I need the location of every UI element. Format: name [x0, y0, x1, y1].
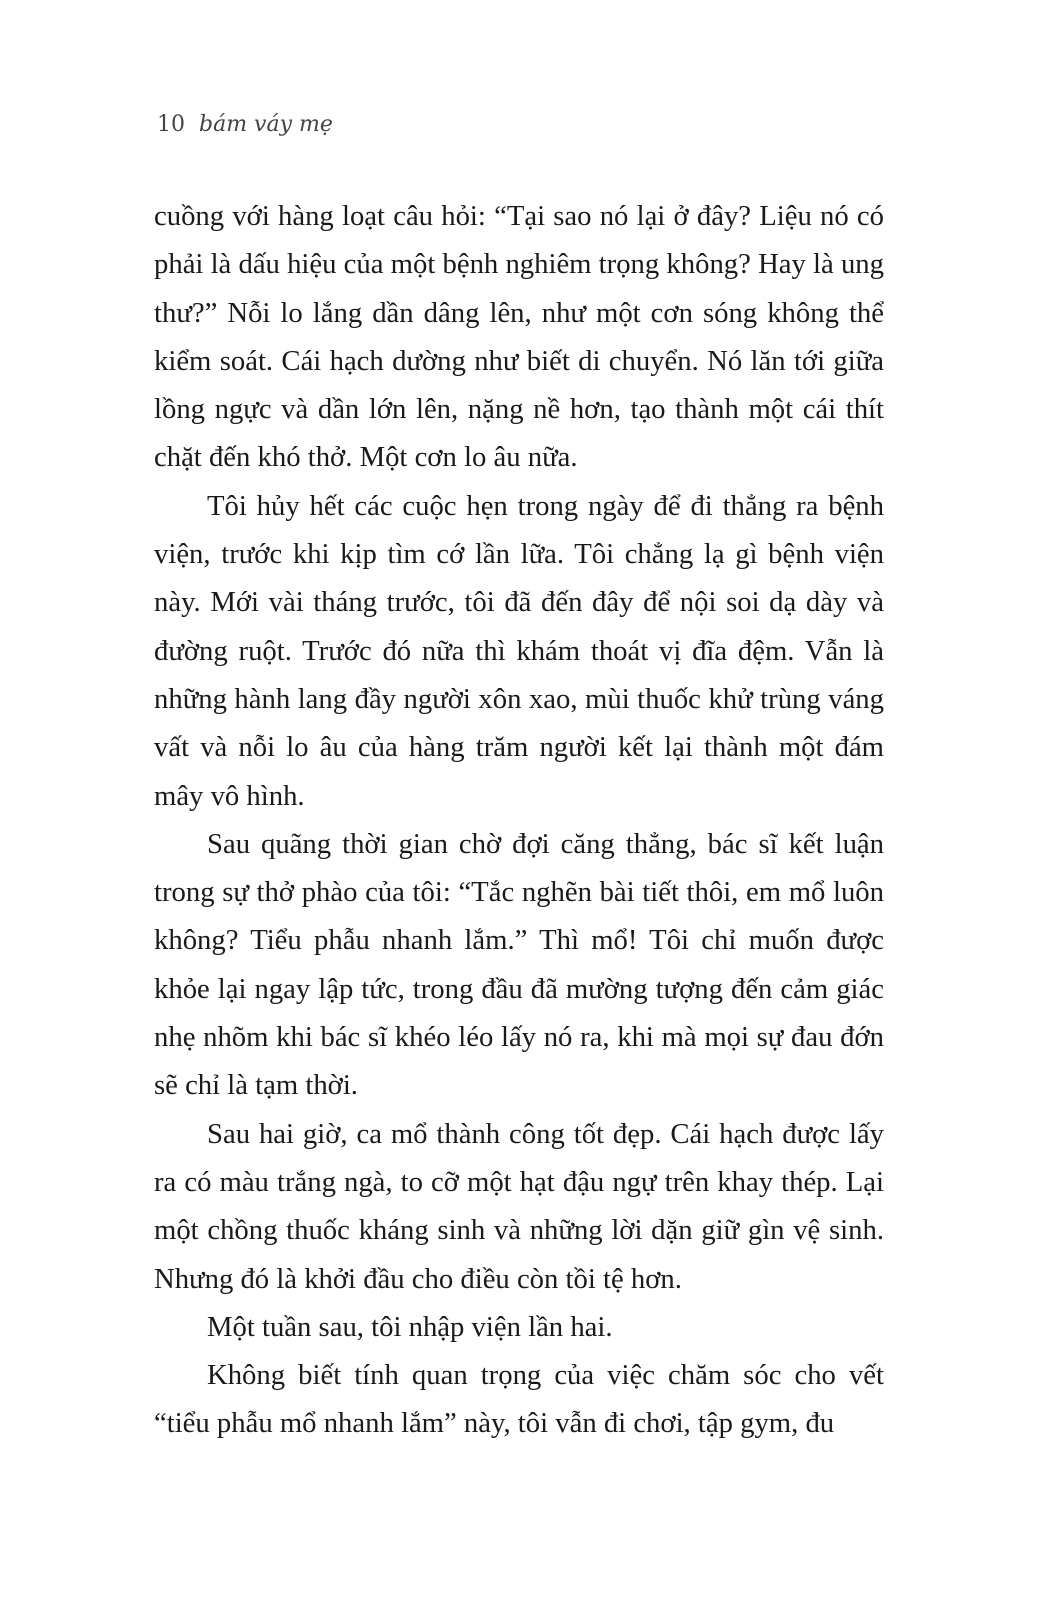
- paragraph-6: Không biết tính quan trọng của việc chăm sóc cho vết “tiểu phẫu mổ nhanh lắm” này, tôi vẫn đi chơi, tập gym, đu: [154, 1359, 884, 1440]
- paragraph-4: Sau hai giờ, ca mổ thành công tốt đẹp. Cái hạch được lấy ra có màu trắng ngà, to cỡ một hạt đậu ngự trên khay thép. Lại một chồng thuốc kháng sinh và những lời dặn giữ gìn vệ sinh. Nhưng đó là khởi đầu cho điều còn tồi tệ hơn.: [154, 1117, 884, 1295]
- paragraph-3: Sau quãng thời gian chờ đợi căng thẳng, bác sĩ kết luận trong sự thở phào của tôi: “Tắc nghẽn bài tiết thôi, em mổ luôn không? Tiểu phẫu nhanh lắm.” Thì mổ! Tôi chỉ muốn được khỏe lại ngay lập tức, trong đầu đã mường tượng đến cảm giác nhẹ nhõm khi bác sĩ khéo léo lấy nó ra, khi mà mọi sự đau đớn sẽ chỉ là tạm thời.: [154, 827, 884, 1102]
- body-text: [154, 192, 884, 1448]
- paragraph-5: Một tuần sau, tôi nhập viện lần hai.: [207, 1310, 613, 1343]
- paragraph-2: Tôi hủy hết các cuộc hẹn trong ngày để đi thẳng ra bệnh viện, trước khi kịp tìm cớ lần lữa. Tôi chẳng lạ gì bệnh viện này. Mới vài tháng trước, tôi đã đến đây để nội soi dạ dày và đường ruột. Trước đó nữa thì khám thoát vị đĩa đệm. Vẫn là những hành lang đầy người xôn xao, mùi thuốc khử trùng váng vất và nỗi lo âu của hàng trăm người kết lại thành một đám mây vô hình.: [154, 489, 884, 812]
- running-head: [157, 112, 333, 137]
- paragraph-1: cuồng với hàng loạt câu hỏi: “Tại sao nó lại ở đây? Liệu nó có phải là dấu hiệu của một bệnh nghiêm trọng không? Hay là ung thư?” Nỗi lo lắng dần dâng lên, như một cơn sóng không thể kiểm soát. Cái hạch dường như biết di chuyển. Nó lăn tới giữa lồng ngực và dần lớn lên, nặng nề hơn, tạo thành một cái thít chặt đến khó thở. Một cơn lo âu nữa.: [154, 200, 884, 474]
- page-number: 10: [157, 112, 185, 137]
- book-title: bám váy mẹ: [199, 112, 333, 137]
